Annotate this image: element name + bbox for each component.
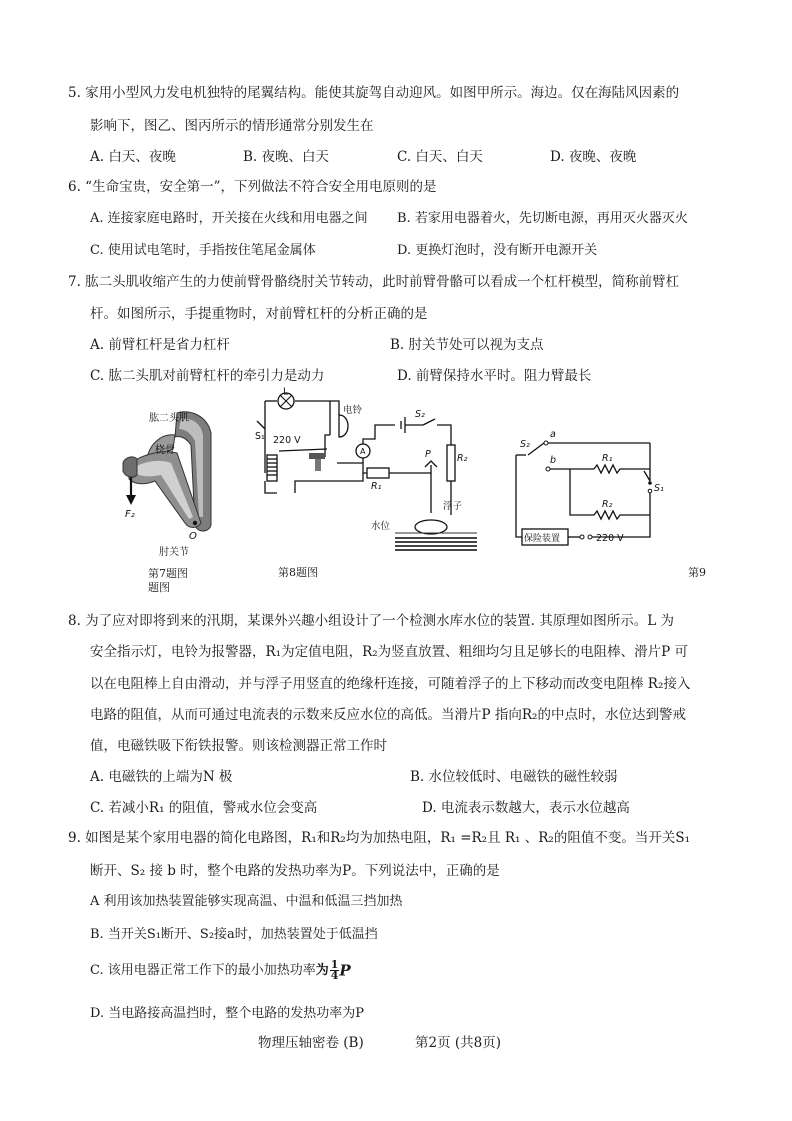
q5-stem-line1: 5. 家用小型风力发电机独特的尾翼结构。能使其旋驾自动迎风。如图甲所示。海边。仅在海陆风因素的: [68, 85, 680, 101]
figure-8-label-float: 浮子: [443, 501, 463, 512]
figure-8-circuit-diagram: [255, 386, 480, 555]
figure-7-label-bone: 桡骨: [155, 445, 175, 456]
q8-stem-line1: 8. 为了应对即将到来的汛期，某课外兴趣小组设计了一个检测水库水位的装置. 其原理如图所示。L 为: [68, 613, 675, 629]
q8-option-c: C. 若减小R₁ 的阻值，警戒水位会变高: [90, 800, 318, 816]
figure-9-label-fuse: 保险装置: [524, 534, 561, 544]
figure-7-arm-diagram: [115, 405, 225, 560]
q6-option-c: C. 使用试电笔时，手指按住笔尾金属体: [90, 243, 316, 258]
q8-stem-line2: 安全指示灯，电铃为报警器，R₁为定值电阻，R₂为竖直放置、粗细均匀且足够长的电阻棒、滑片P 可: [90, 644, 689, 660]
footer-page-number: 第2页 (共8页): [415, 1035, 502, 1051]
figure-8-caption: 第8题图: [278, 566, 318, 579]
figure-9-label-s2: S₂: [520, 439, 530, 450]
figure-9-label-a: a: [550, 429, 556, 440]
q5-option-c: C. 白天、白天: [397, 149, 483, 165]
q9-option-c-text: C. 该用电器正常工作下的最小加热功率: [90, 963, 316, 978]
figure-9-label-voltage: 220 V: [596, 533, 624, 544]
q6-option-b: B. 若家用电器着火，先切断电源，再用灭火器灭火: [397, 211, 688, 226]
q8-stem-line3: 以在电阻棒上自由滑动，并与浮子用竖直的绝缘杆连接，可随着浮子的上下移动而改变电阻棒 R₂接入: [90, 676, 691, 692]
q9-option-d: D. 当电路接高温挡时，整个电路的发热功率为P: [90, 1006, 364, 1021]
fraction-one-quarter: $\frac{1}{4}$: [330, 958, 339, 982]
q9-stem-line1: 9. 如图是某个家用电器的简化电路图，R₁和R₂均为加热电阻，R₁ =R₂且 R₁ 、R₂的阻值不变。当开关S₁: [68, 830, 690, 846]
figure-8-label-water: 水位: [371, 521, 391, 532]
q9-option-a: A 利用该加热装置能够实现高温、中温和低温三挡加热: [90, 894, 403, 909]
figure-9-caption: 第9: [688, 566, 706, 579]
figure-7-label-joint: 肘关节: [159, 547, 189, 558]
q9-option-c: [90, 960, 351, 981]
q9-option-c-variable: P: [339, 961, 351, 980]
q6-option-d: D. 更换灯泡时，没有断开电源开关: [397, 243, 598, 258]
q7-option-d: D. 前臂保持水平时。阻力臂最长: [397, 368, 592, 384]
footer-title: 物理压轴密卷 (B): [258, 1035, 364, 1051]
figure-8-label-a: A: [360, 447, 366, 456]
q9-stem-line2: 断开、S₂ 接 b 时，整个电路的发热功率为P。下列说法中，正确的是: [90, 863, 500, 879]
figure-8-label-voltage: 220 V: [273, 435, 301, 446]
figure-7-label-muscle: 肱二头肌: [149, 413, 189, 424]
figure-8-label-bell: 电铃: [343, 405, 363, 416]
figure-7-caption-line1: 第7题图: [148, 567, 188, 580]
figure-8-label-s1: S₁: [255, 431, 265, 442]
q8-option-b: B. 水位较低时、电磁铁的磁性较弱: [410, 769, 618, 785]
figure-9-label-r1: R₁: [602, 453, 613, 464]
q8-option-a: A. 电磁铁的上端为N 极: [90, 769, 233, 785]
figure-8-label-l: L: [283, 386, 289, 398]
q7-stem-line2: 杆。如图所示，手提重物时，对前臂杠杆的分析正确的是: [90, 306, 428, 322]
q6-option-a: A. 连接家庭电路时，开关接在火线和用电器之间: [90, 211, 368, 226]
figure-8-label-r2: R₂: [457, 453, 468, 464]
figure-9-label-s1: S₁: [654, 483, 664, 494]
figure-9-label-b: b: [550, 455, 557, 466]
q7-stem-line1: 7. 肱二头肌收缩产生的力使前臂骨骼绕肘关节转动，此时前臂骨骼可以看成一个杠杆模型，简称前臂杠: [68, 274, 680, 290]
q9-option-c-prefix: 为: [315, 963, 329, 978]
q9-option-b: B. 当开关S₁断开、S₂接a时，加热装置处于低温挡: [90, 927, 378, 942]
figure-9-label-r2: R₂: [602, 499, 613, 510]
figure-7-caption-line2: 题图: [148, 581, 170, 594]
figure-7-label-f2: F₂: [125, 509, 135, 520]
q5-option-a: A. 白天、夜晚: [90, 149, 176, 165]
q8-option-d: D. 电流表示数越大，表示水位越高: [422, 800, 630, 816]
q7-option-a: A. 前臂杠杆是省力杠杆: [90, 337, 230, 353]
q7-option-b: B. 肘关节处可以视为支点: [390, 337, 544, 353]
q5-option-b: B. 夜晚、白天: [243, 149, 330, 165]
q5-stem-line2: 影响下，图乙、图丙所示的情形通常分别发生在: [90, 118, 374, 134]
figure-9-circuit-diagram: [510, 425, 670, 550]
figure-8-label-r1: R₁: [371, 481, 382, 492]
q7-option-c: C. 肱二头肌对前臂杠杆的牵引力是动力: [90, 368, 325, 384]
q8-stem-line4: 电路的阻值，从而可通过电流表的示数来反应水位的高低。当滑片P 指向R₂的中点时，水位达到警戒: [90, 707, 686, 723]
q6-stem-line1: 6. “生命宝贵，安全第一”，下列做法不符合安全用电原则的是: [68, 179, 437, 195]
q5-option-d: D. 夜晚、夜晚: [550, 149, 637, 165]
figure-8-label-p: P: [425, 449, 431, 460]
figure-7-label-o: O: [189, 531, 197, 542]
q8-stem-line5: 值，电磁铁吸下衔铁报警。则该检测器正常工作时: [90, 738, 387, 754]
figure-8-label-s2: S₂: [415, 409, 425, 420]
